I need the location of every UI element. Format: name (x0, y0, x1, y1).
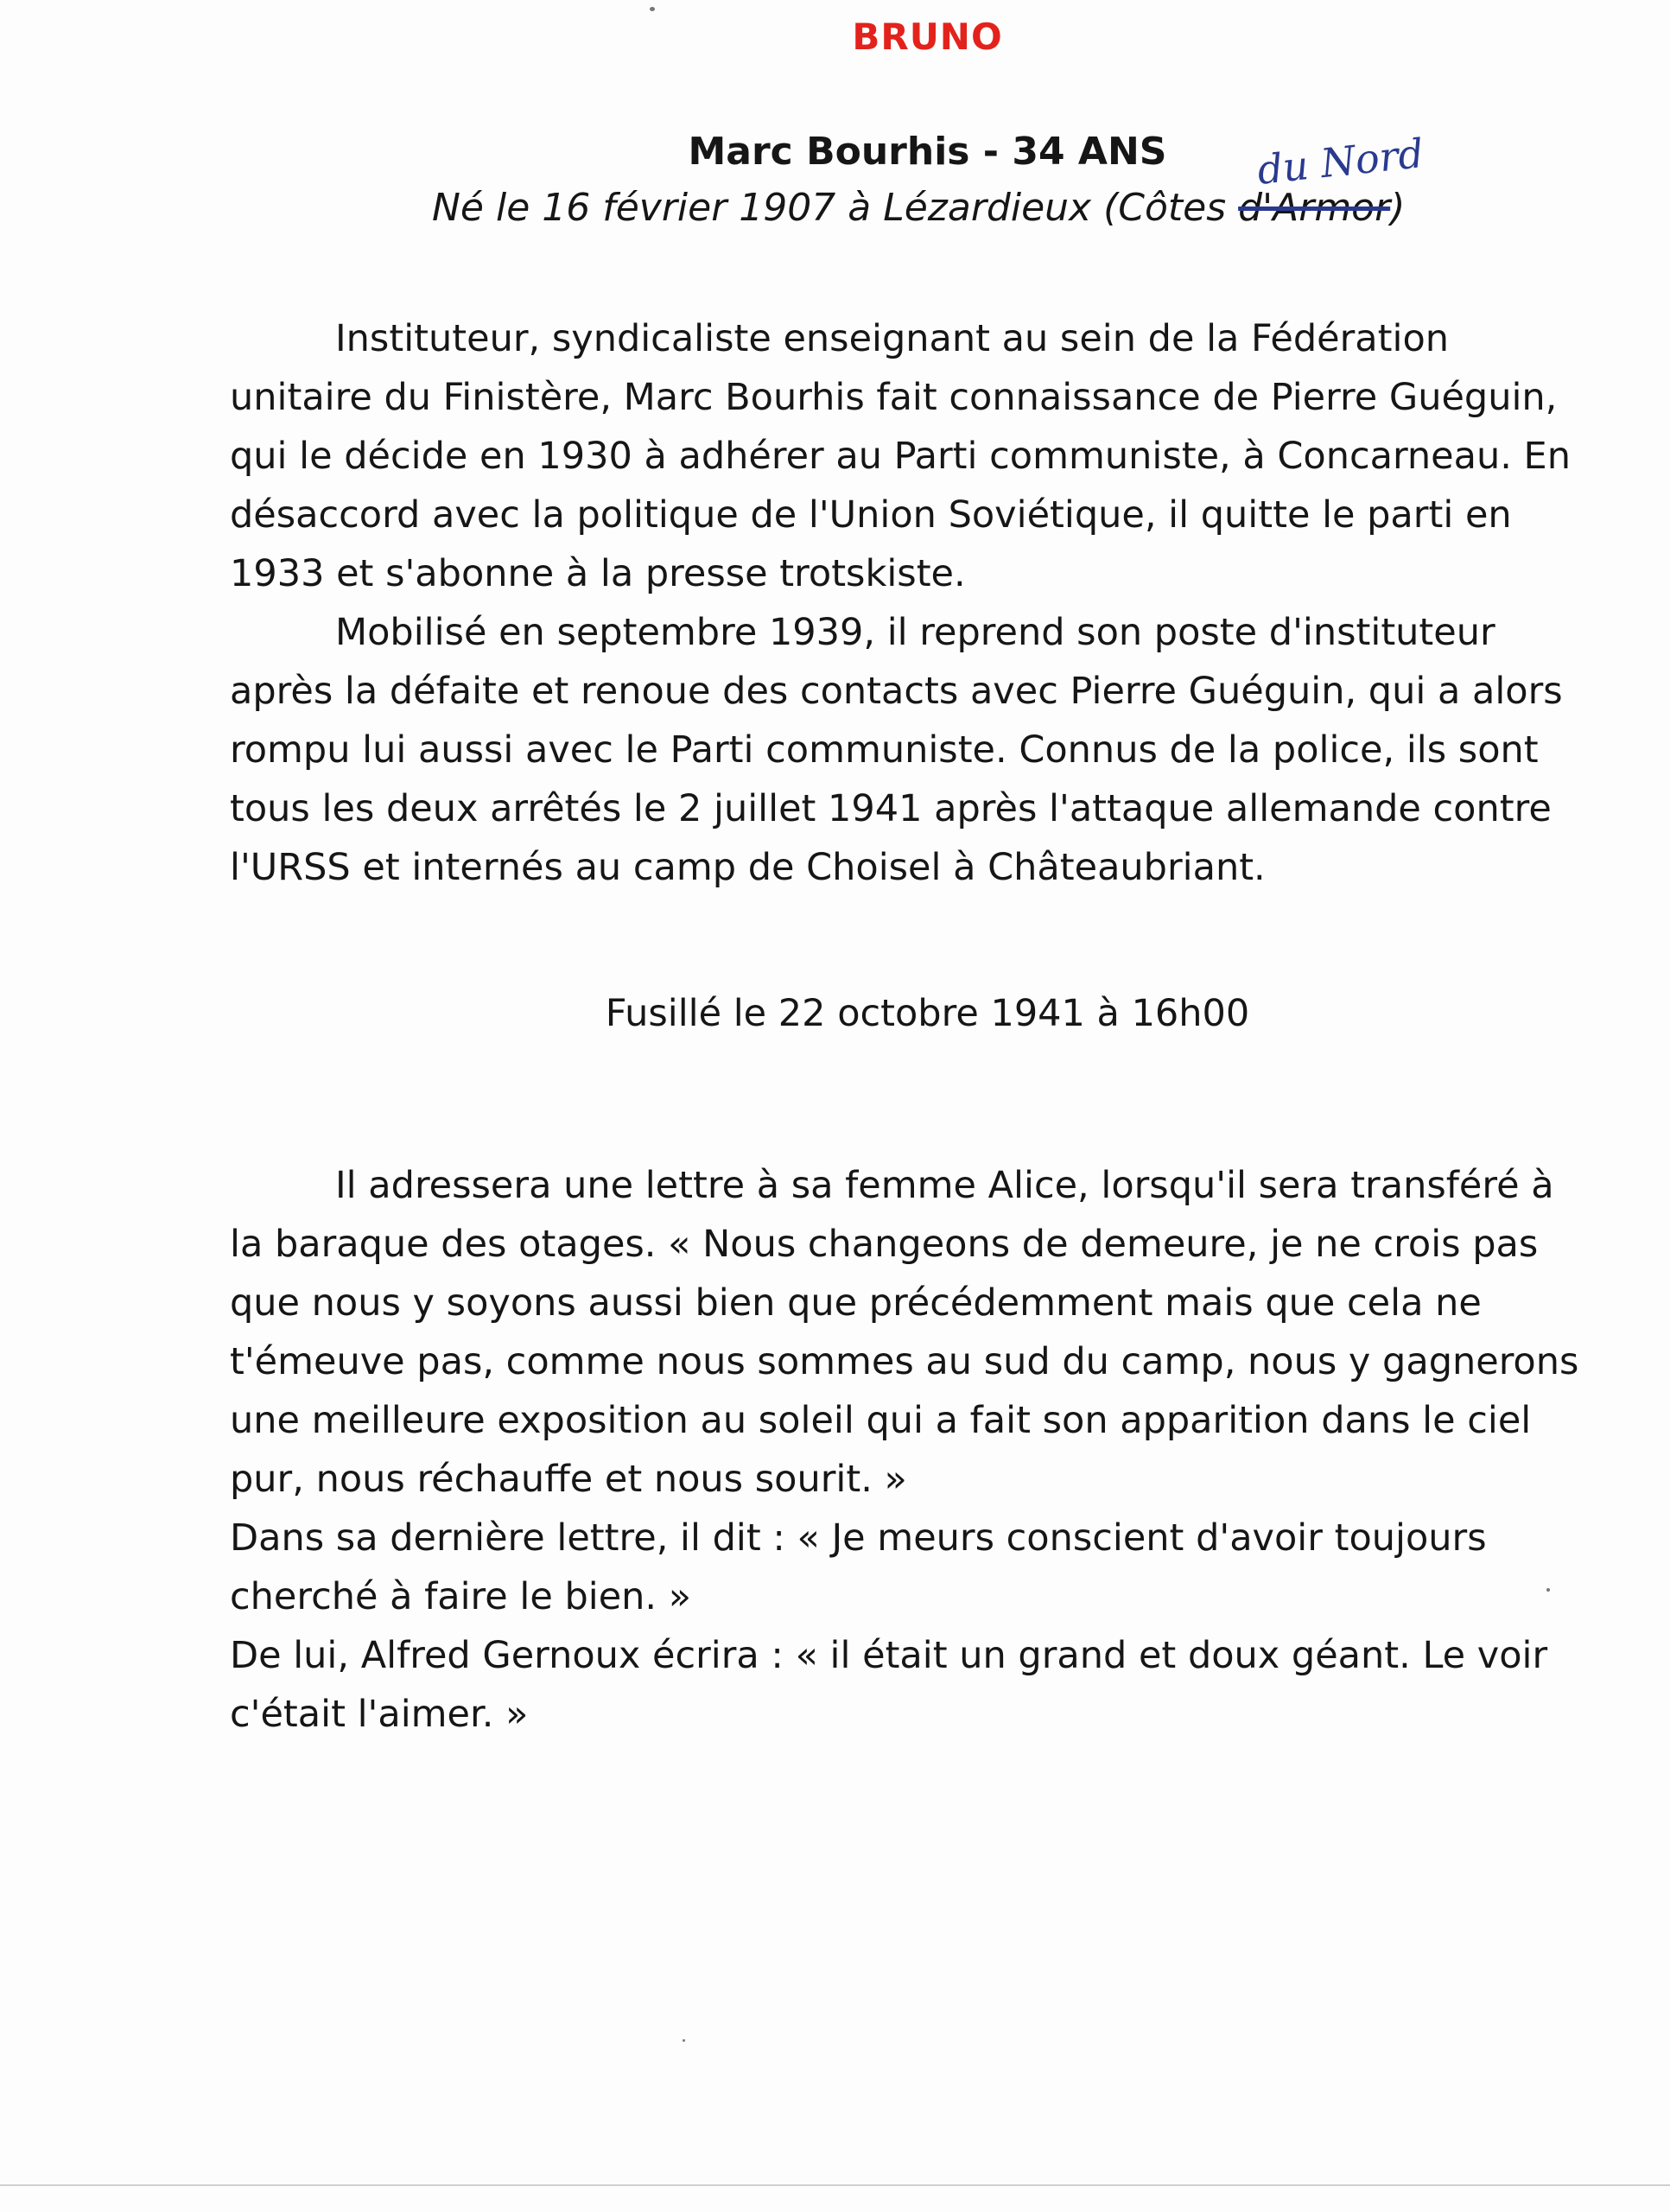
bio-paragraph-2: Mobilisé en septembre 1939, il reprend son poste d'instituteur après la défaite et renoue des contacts avec Pierre Guéguin, qui a alors rompu lui aussi avec le Parti communiste. Connus de la police, ils sont tous les deux arrêtés le 2 juillet 1941 après l'attaque allemande contre l'URSS et internés au camp de Choisel à Châteaubriant. (230, 611, 1563, 889)
biography-section (230, 309, 1586, 897)
subtitle-end: ) (1390, 186, 1406, 230)
letters-paragraph-2: Dans sa dernière lettre, il dit : « Je meurs conscient d'avoir toujours cherché à faire le bien. » (230, 1516, 1487, 1618)
scan-speck (683, 2039, 685, 2042)
scan-edge-line (0, 2184, 1670, 2186)
execution-line: Fusillé le 22 octobre 1941 à 16h00 (605, 992, 1250, 1035)
handwritten-correction: du Nord (1254, 130, 1426, 194)
bio-paragraph-1: Instituteur, syndicaliste enseignant au sein de la Fédération unitaire du Finistère, Marc Bourhis fait connaissance de Pierre Guéguin, qui le décide en 1930 à adhérer au Parti communiste, à Concarneau. En désaccord avec la politique de l'Union Soviétique, il quitte le parti en 1933 et s'abonne à la presse trotskiste. (230, 317, 1571, 595)
scan-speck (1546, 1588, 1550, 1592)
subtitle-main: Né le 16 février 1907 à Lézardieux (Côtes (432, 186, 1239, 230)
page-title: Marc Bourhis - 34 ANS (688, 130, 1167, 174)
letters-paragraph-1: Il adressera une lettre à sa femme Alice, lorsqu'il sera transféré à la baraque des otages. « Nous changeons de demeure, je ne crois pas que nous y soyons aussi bien que précédemment mais que cela ne t'émeuve pas, comme nous sommes au sud du camp, nous y gagnerons une meilleure exposition au soleil qui a fait son apparition dans le ciel pur, nous réchauffe et nous sourit. » (230, 1164, 1579, 1501)
letters-paragraph-3: De lui, Alfred Gernoux écrira : « il était un grand et doux géant. Le voir c'était l'aimer. » (230, 1634, 1548, 1736)
scan-speck (650, 7, 655, 11)
header-tag: BRUNO (852, 16, 1003, 58)
subtitle-struck-text: d'Armor (1238, 186, 1391, 230)
letters-section (230, 1156, 1586, 1744)
